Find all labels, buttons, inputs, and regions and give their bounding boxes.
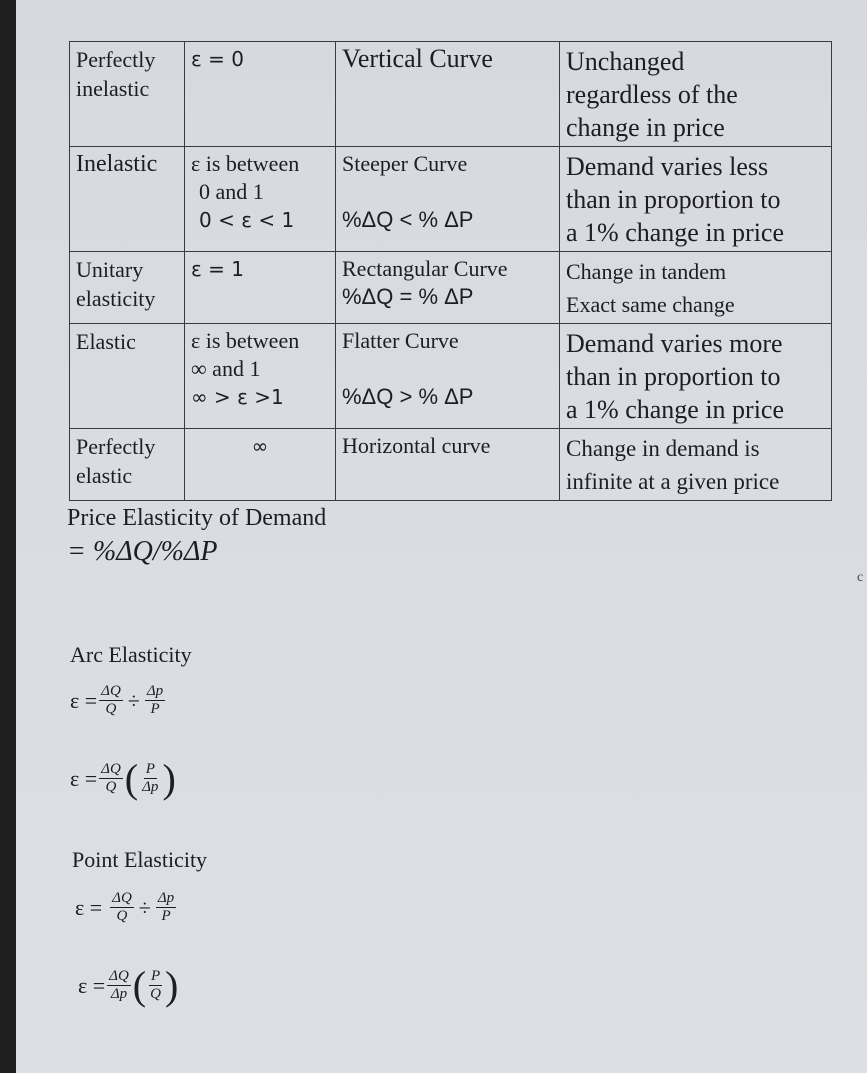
numerator: Δp <box>146 683 164 699</box>
effect-cell <box>560 252 832 324</box>
curve-line: Rectangular Curve <box>342 256 508 281</box>
denominator: Q <box>150 986 161 1002</box>
fraction <box>110 890 134 925</box>
fraction <box>99 761 123 796</box>
effect-line: than in proportion to <box>566 362 781 391</box>
point-elasticity-heading: Point Elasticity <box>72 847 208 872</box>
divide-operator: ÷ <box>138 894 151 920</box>
curve-cell <box>336 42 560 147</box>
numerator: ΔQ <box>101 683 121 699</box>
effect-line: infinite at a given price <box>566 469 780 494</box>
type-line: Inelastic <box>76 151 158 177</box>
divide-operator: ÷ <box>127 687 140 713</box>
denominator: P <box>150 701 160 717</box>
epsilon-cell <box>185 42 336 147</box>
fraction <box>156 890 176 925</box>
numerator: Δp <box>157 890 175 906</box>
epsilon-line: ∞ <box>251 434 269 458</box>
denominator: Q <box>116 908 128 924</box>
table-row <box>70 324 832 429</box>
elasticity-table <box>69 41 832 501</box>
numerator: ΔQ <box>112 890 132 906</box>
effect-line: Demand varies more <box>566 329 783 358</box>
numerator: P <box>150 968 161 984</box>
denominator: Q <box>105 701 117 717</box>
curve-line: %ΔQ < % ΔP <box>342 207 474 232</box>
fraction <box>99 683 123 718</box>
table-row <box>70 429 832 501</box>
epsilon-cell <box>185 147 336 252</box>
point-formula-2 <box>78 962 178 1009</box>
fraction <box>107 968 131 1003</box>
fraction <box>145 683 165 718</box>
effect-line: regardless of the <box>566 80 738 109</box>
curve-cell <box>336 252 560 324</box>
effect-line: a 1% change in price <box>566 395 785 424</box>
effect-line: Change in tandem <box>566 259 727 284</box>
epsilon-line: ε is between <box>191 328 300 353</box>
effect-line: Unchanged <box>566 47 685 76</box>
epsilon-symbol: ε = <box>70 765 98 791</box>
type-cell <box>70 429 185 501</box>
ped-formula: = %ΔQ/%ΔP <box>67 536 218 567</box>
fraction <box>148 968 163 1003</box>
arc-elasticity-heading: Arc Elasticity <box>70 642 192 667</box>
curve-cell <box>336 324 560 429</box>
paren-open: ( <box>132 963 147 1008</box>
type-line: Unitary <box>76 257 144 282</box>
arc-formula-1 <box>70 683 167 718</box>
curve-line: Steeper Curve <box>342 151 468 176</box>
epsilon-cell <box>185 324 336 429</box>
type-line: inelastic <box>76 76 150 101</box>
table-row <box>70 42 832 147</box>
epsilon-line: ε = 1 <box>191 257 245 281</box>
point-formula-1 <box>75 890 178 925</box>
effect-cell <box>560 429 832 501</box>
paren-close: ) <box>162 756 176 801</box>
curve-line: Flatter Curve <box>342 328 459 353</box>
denominator: Q <box>105 779 117 795</box>
paren-open: ( <box>124 756 139 801</box>
curve-line: %ΔQ > % ΔP <box>342 384 474 409</box>
epsilon-line: ε is between <box>191 151 300 176</box>
table-row <box>70 147 832 252</box>
type-line: Perfectly <box>76 47 156 72</box>
epsilon-symbol: ε = <box>70 687 98 713</box>
denominator: Δp <box>142 779 159 795</box>
type-line: Elastic <box>76 329 136 354</box>
effect-line: change in price <box>566 113 725 142</box>
epsilon-symbol: ε = <box>75 894 103 920</box>
fraction <box>140 761 160 796</box>
effect-line: Demand varies less <box>566 152 769 181</box>
ped-title: Price Elasticity of Demand <box>67 505 327 531</box>
denominator: Δp <box>110 986 128 1002</box>
numerator: P <box>145 761 155 777</box>
type-cell <box>70 252 185 324</box>
epsilon-line: 0 < ε < 1 <box>199 208 295 232</box>
arc-formula-2 <box>70 755 176 802</box>
type-line: elastic <box>76 463 133 488</box>
type-cell <box>70 324 185 429</box>
type-line: elasticity <box>76 286 156 311</box>
effect-cell <box>560 42 832 147</box>
edge-glyph: c <box>857 570 864 585</box>
effect-cell <box>560 147 832 252</box>
effect-line: than in proportion to <box>566 185 781 214</box>
type-line: Perfectly <box>76 434 156 459</box>
numerator: ΔQ <box>109 968 129 984</box>
epsilon-line: 0 and 1 <box>199 179 264 204</box>
curve-cell <box>336 429 560 501</box>
curve-line: %ΔQ = % ΔP <box>342 284 474 309</box>
epsilon-cell <box>185 252 336 324</box>
curve-cell <box>336 147 560 252</box>
curve-line: Horizontal curve <box>342 433 491 458</box>
effect-line: Change in demand is <box>566 436 760 461</box>
epsilon-line: ε = 0 <box>191 47 245 71</box>
table-row <box>70 252 832 324</box>
effect-line: a 1% change in price <box>566 218 785 247</box>
epsilon-line: ∞ and 1 <box>191 356 261 381</box>
paren-close: ) <box>164 963 179 1008</box>
effect-cell <box>560 324 832 429</box>
epsilon-symbol: ε = <box>78 972 106 998</box>
numerator: ΔQ <box>101 761 121 777</box>
denominator: P <box>161 908 171 924</box>
type-cell <box>70 42 185 147</box>
epsilon-line: ∞ > ε >1 <box>191 385 284 409</box>
effect-line: Exact same change <box>566 292 735 317</box>
epsilon-cell <box>185 429 336 501</box>
curve-line: Vertical Curve <box>342 44 493 73</box>
type-cell <box>70 147 185 252</box>
